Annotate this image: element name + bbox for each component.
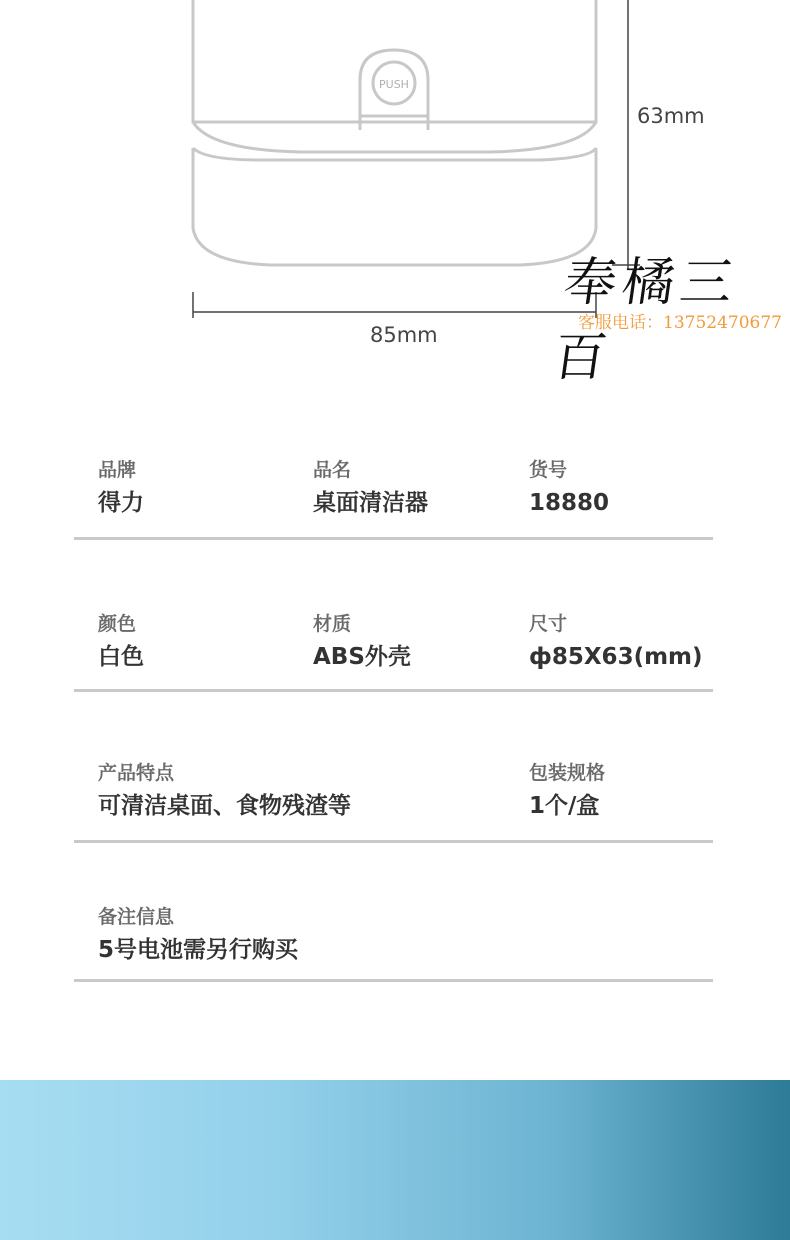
spec-label: 材质	[313, 613, 352, 635]
spec-label: 备注信息	[98, 906, 175, 928]
spec-size	[529, 612, 703, 672]
spec-label: 产品特点	[98, 762, 175, 784]
spec-row-1	[74, 458, 713, 540]
spec-row-2	[74, 612, 713, 692]
spec-label: 品牌	[98, 459, 137, 481]
spec-value: 5号电池需另行购买	[98, 937, 299, 963]
spec-value: 桌面清洁器	[313, 490, 428, 516]
spec-value: 1个/盒	[529, 793, 600, 819]
spec-value: 白色	[98, 644, 144, 670]
shop-watermark-name: 奉橘三百	[549, 253, 743, 388]
spec-label: 品名	[313, 459, 352, 481]
shop-watermark-phone: 客服电话：13752470677	[578, 313, 782, 333]
push-label: PUSH	[379, 78, 409, 91]
spec-row-3	[74, 761, 713, 843]
spec-label: 包装规格	[529, 762, 606, 784]
spec-value: ABS外壳	[313, 644, 411, 670]
spec-value: 可清洁桌面、食物残渣等	[98, 793, 351, 819]
spec-value: 得力	[98, 490, 144, 516]
spec-row-4	[74, 905, 713, 982]
spec-value: ф85X63(mm)	[529, 644, 703, 670]
spec-package	[529, 761, 605, 821]
spec-notes	[98, 905, 298, 965]
height-dimension-label: 63mm	[637, 104, 705, 128]
spec-label: 货号	[529, 459, 568, 481]
spec-label: 颜色	[98, 613, 137, 635]
gradient-banner	[0, 1080, 790, 1240]
spec-product-name	[313, 458, 428, 518]
width-dimension-label: 85mm	[370, 323, 438, 347]
spec-value: 18880	[529, 490, 610, 516]
spec-brand	[98, 458, 144, 518]
spec-features	[98, 761, 351, 821]
spec-color	[98, 612, 144, 672]
spec-label: 尺寸	[529, 613, 568, 635]
spec-item-no	[529, 458, 609, 518]
spec-material	[313, 612, 411, 672]
